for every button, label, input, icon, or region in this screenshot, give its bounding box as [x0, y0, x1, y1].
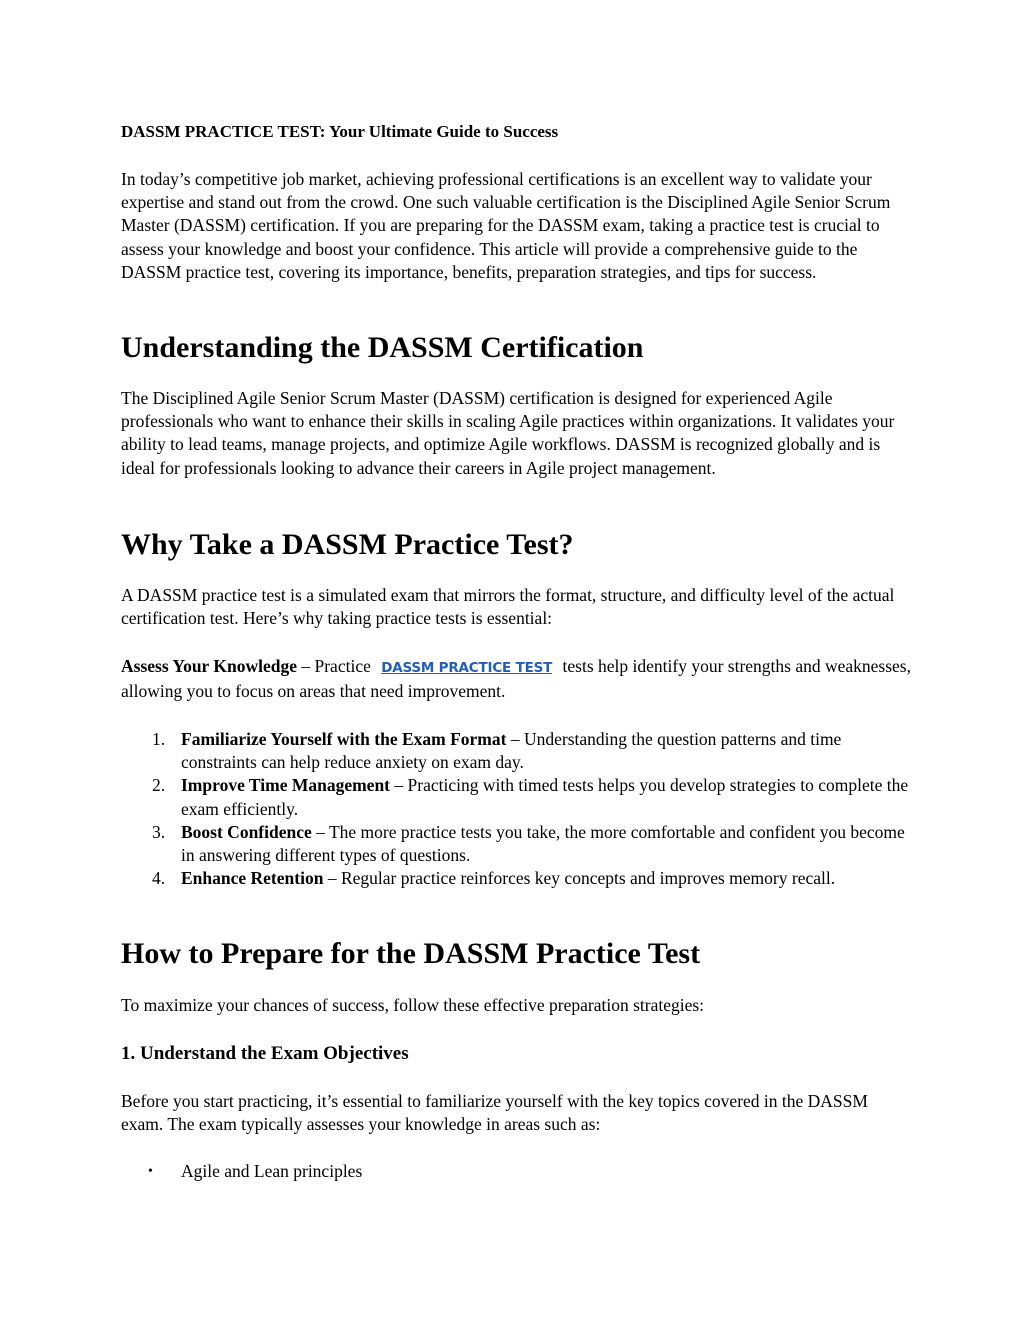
list-item-number: 4.	[152, 868, 166, 889]
assess-knowledge-block	[121, 655, 911, 703]
list-item-number: 2.	[152, 775, 166, 796]
list-item	[121, 867, 911, 890]
list-item-bold: Boost Confidence	[181, 821, 312, 842]
section-understanding-body-block	[121, 387, 911, 480]
list-item-text: – Understanding the question patterns and time constraints can help reduce anxiety on exam day.	[181, 729, 842, 773]
subsection-objectives	[121, 1042, 911, 1066]
intro-paragraph-block	[121, 168, 911, 284]
benefits-list	[121, 728, 911, 890]
section-heading-understanding: Understanding the DASSM Certification	[121, 331, 644, 364]
list-item-number: 3.	[152, 821, 166, 842]
list-item-bold: Improve Time Management	[181, 775, 391, 796]
list-item-text: – Regular practice reinforces key concepts and improves memory recall.	[323, 868, 836, 889]
subsection-heading-objectives: 1. Understand the Exam Objectives	[121, 1043, 409, 1064]
section-understanding	[121, 330, 911, 366]
list-item-bold: Familiarize Yourself with the Exam Format	[181, 729, 507, 749]
section-heading-prepare: How to Prepare for the DASSM Practice Test	[121, 937, 701, 970]
section-understanding-body: The Disciplined Agile Senior Scrum Master (DASSM) certification is designed for experienced Agile professionals who want to enhance their skills in scaling Agile practices within organizations. It validates your ability to lead teams, manage projects, and optimize Agile workflows. DASSM is recognized globally and is ideal for professionals looking to advance their careers in Agile project management.	[121, 388, 895, 478]
list-item	[121, 1160, 911, 1183]
benefits-list-block	[121, 728, 911, 890]
section-prepare	[121, 936, 911, 972]
list-item-text: – Practicing with timed tests helps you develop strategies to complete the exam efficiently.	[181, 775, 909, 819]
assess-knowledge-paragraph	[121, 655, 911, 703]
subsection-objectives-body: Before you start practicing, it’s essential to familiarize yourself with the key topics covered in the DASSM exam. The exam typically assesses your knowledge in areas such as:	[121, 1091, 868, 1135]
list-item-text: Agile and Lean principles	[181, 1161, 363, 1181]
list-item-number: 1.	[152, 729, 166, 749]
section-heading-why: Why Take a DASSM Practice Test?	[121, 528, 574, 561]
topics-list-block	[121, 1160, 911, 1183]
section-prepare-body: To maximize your chances of success, follow these effective preparation strategies:	[121, 995, 705, 1015]
subsection-objectives-body-block	[121, 1090, 911, 1136]
dassm-practice-test-link[interactable]: DASSM PRACTICE TEST	[381, 660, 553, 676]
assess-knowledge-post: tests help identify your strengths and weaknesses, allowing you to focus on areas that need improvement.	[121, 656, 911, 702]
list-item-bold: Enhance Retention	[181, 868, 324, 889]
section-why	[121, 527, 911, 563]
assess-knowledge-bold: Assess Your Knowledge	[121, 656, 297, 676]
list-item	[121, 728, 911, 774]
section-prepare-body-block	[121, 994, 911, 1017]
bullet-icon: •	[148, 1164, 153, 1179]
list-item-text: – The more practice tests you take, the more comfortable and confident you become in answering different types of questions.	[181, 821, 905, 866]
topics-list	[121, 1160, 911, 1183]
list-item	[121, 821, 911, 867]
document-title: DASSM PRACTICE TEST: Your Ultimate Guide to Success	[121, 122, 559, 141]
assess-knowledge-pre: – Practice	[297, 656, 376, 676]
intro-paragraph: In today’s competitive job market, achieving professional certifications is an excellent way to validate your expertise and stand out from the crowd. One such valuable certification is the Disciplined Agile Senior Scrum Master (DASSM) certification. If you are preparing for the DASSM exam, taking a practice test is crucial to assess your knowledge and boost your confidence. This article will provide a comprehensive guide to the DASSM practice test, covering its importance, benefits, preparation strategies, and tips for success.	[121, 169, 891, 282]
section-why-body-block	[121, 584, 911, 630]
list-item	[121, 774, 911, 820]
section-why-body: A DASSM practice test is a simulated exam that mirrors the format, structure, and difficulty level of the actual certification test. Here’s why taking practice tests is essential:	[121, 585, 895, 629]
